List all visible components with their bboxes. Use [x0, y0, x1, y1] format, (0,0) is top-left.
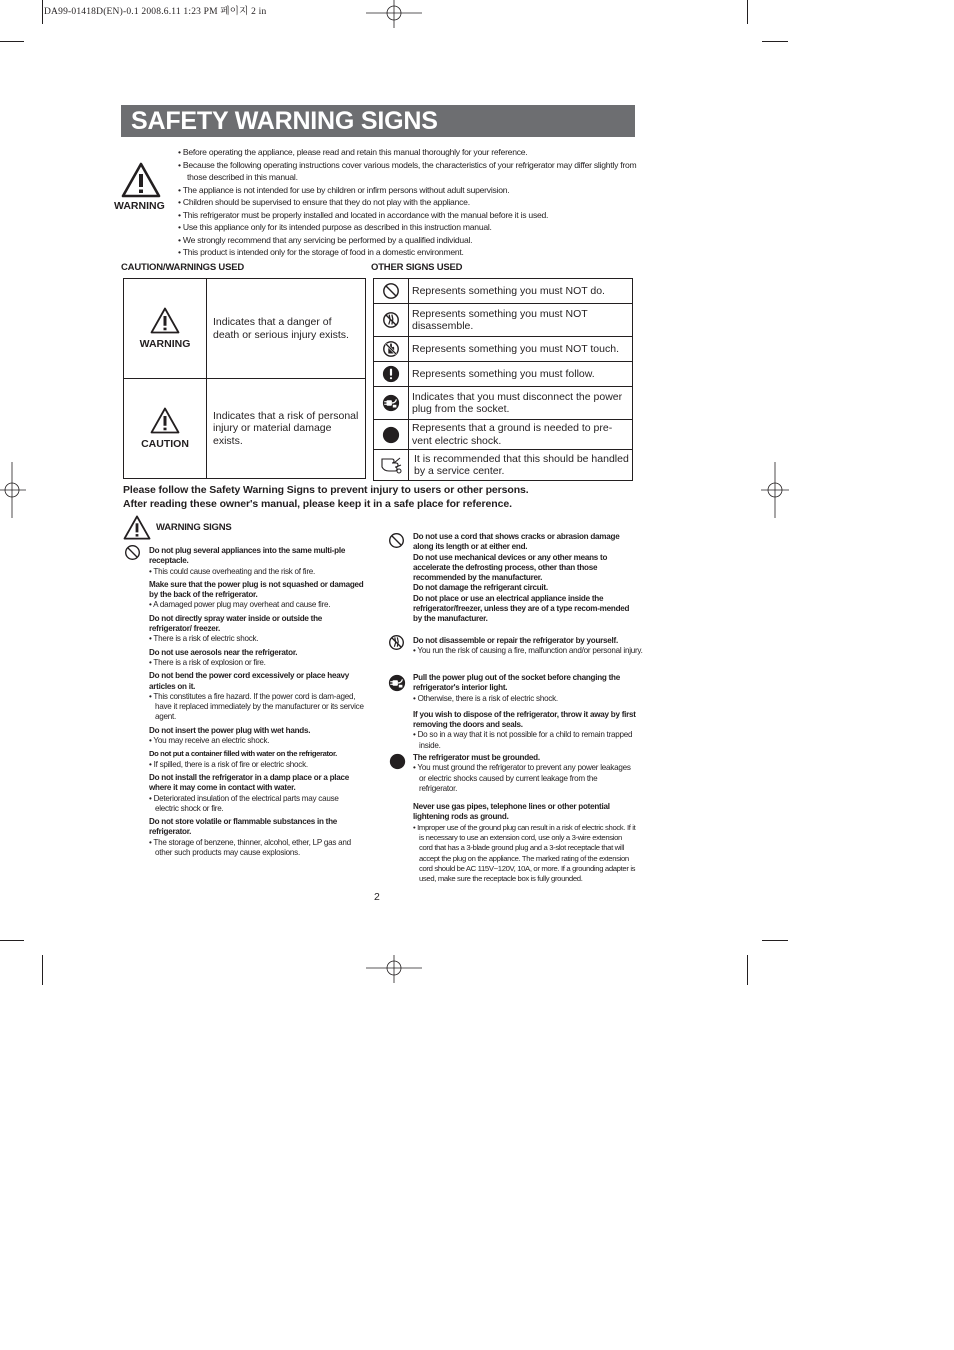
registration-mark-top — [366, 0, 422, 28]
other-signs-table — [373, 278, 633, 481]
table-row — [374, 420, 633, 450]
warning-heading: Do not place or use an electrical appliance inside the refrigerator/freezer, unless they are of a type recom-mended by the manufacturer. — [413, 593, 630, 624]
table-row — [374, 304, 633, 337]
caution-symbol-cell — [124, 379, 207, 479]
prohibited-icon — [388, 532, 405, 549]
registration-mark-right — [761, 462, 789, 518]
warning-heading: Do not damage the refrigerant circuit. — [413, 583, 548, 593]
warning-detail: • There is a risk of explosion or fire. — [149, 657, 266, 667]
intro-warning-label: WARNING — [114, 200, 165, 212]
warning-heading: Do not put a container filled with water on the refrigerator. — [149, 749, 337, 759]
list-item: • We strongly recommend that any servicing be performed by a qualified individual. — [178, 234, 473, 245]
table-row — [374, 337, 633, 362]
warning-detail: • You must ground the refrigerator to prevent any power leakages or electric shocks caused by current leakage from the refrigerator. — [413, 763, 631, 793]
unplug-icon — [387, 674, 407, 692]
warning-detail: • Deteriorated insulation of the electrical parts may cause electric shock or fire. — [149, 793, 339, 813]
table-row — [374, 279, 633, 304]
warning-heading: Do not store volatile or flammable substances in the refrigerator. — [149, 817, 338, 837]
list-item: • This refrigerator must be properly installed and located in accordance with the manual before it is used. — [178, 209, 549, 220]
warning-heading: Do not use a cord that shows cracks or abrasion damage along its length or at either end. — [413, 532, 620, 552]
registration-mark-left — [0, 462, 26, 518]
table-row — [124, 279, 366, 379]
right-warning-column-c — [413, 673, 639, 751]
warning-heading: Do not plug several appliances into the same multi-ple receptacle. — [149, 546, 346, 566]
other-sign-text: Represents something you must NOT disassemble. — [409, 304, 633, 337]
intro-bullet-list — [178, 146, 638, 259]
warning-heading: Make sure that the power plug is not squashed or damaged by the back of the refrigerator. — [149, 579, 364, 600]
other-sign-text: Represents something you must NOT touch. — [409, 337, 633, 362]
warning-detail: • If spilled, there is a risk of fire or electric shock. — [149, 759, 308, 769]
warning-heading: Do not directly spray water inside or outside the refrigerator/ freezer. — [149, 613, 323, 634]
no-touch-icon — [382, 340, 400, 358]
other-sign-text: Represents that a ground is needed to pre-vent electric shock. — [409, 420, 633, 450]
right-warning-column-b — [413, 636, 643, 657]
warning-heading: Do not disassemble or repair the refrigerator by yourself. — [413, 636, 618, 645]
follow-notice — [123, 484, 529, 511]
warning-heading: Pull the power plug out of the socket before changing the refrigerator's interior light. — [413, 673, 620, 693]
warning-detail: • Otherwise, there is a risk of electric shock. — [413, 693, 558, 703]
other-sign-text: Represents something you must follow. — [409, 362, 633, 387]
service-hand-icon — [379, 455, 403, 475]
ground-icon — [382, 426, 400, 444]
print-header: DA99-01418D(EN)-0.1 2008.6.11 1:23 PM 페이지 2 in — [44, 7, 267, 17]
unplug-icon — [381, 394, 401, 412]
list-item: • This product is intended only for the storage of food in a domestic environment. — [178, 247, 464, 257]
warning-heading: Do not use aerosols near the refrigerator. — [149, 647, 298, 657]
no-disassembly-icon — [388, 634, 405, 651]
prohibited-icon — [124, 544, 141, 561]
follow-notice-line: After reading these owner's manual, please keep it in a safe place for reference. — [123, 497, 512, 510]
page-number: 2 — [374, 891, 380, 903]
warning-label: WARNING — [139, 337, 191, 350]
warning-heading: Do not insert the power plug with wet hands. — [149, 725, 311, 735]
warning-heading: Do not install the refrigerator in a damp place or a place where it may come in contact with water. — [149, 772, 350, 793]
right-warning-column-d — [413, 753, 637, 885]
other-sign-text: Represents something you must NOT do. — [409, 279, 633, 304]
warning-signs-heading: WARNING SIGNS — [156, 522, 232, 533]
list-item: • Use this appliance only for its intended purpose as described in this instruction manual. — [178, 222, 492, 232]
registration-mark-bottom — [366, 955, 422, 983]
warning-heading: The refrigerator must be grounded. — [413, 753, 540, 762]
other-sign-text: Indicates that you must disconnect the power plug from the socket. — [409, 387, 633, 420]
list-item: • The appliance is not intended for use by children or infirm persons without adult supervision. — [178, 184, 510, 195]
warning-detail: • Improper use of the ground plug can result in a risk of electric shock. If it is necessary to use an extension cord, use only a 3-wire extension cord that has a 3-blade ground plug and a 3-slot receptacle that will accept the plug on the appliance. The marked rating of the extension cord should be AC 115V~120V, 10A, or more. If a grounding adapter is used, make sure the receptacle box is fully grounded. — [413, 822, 636, 884]
warning-heading: If you wish to dispose of the refrigerator, throw it away by first removing the doors and seals. — [413, 709, 636, 730]
page-title: SAFETY WARNING SIGNS — [131, 107, 438, 135]
warning-detail: • There is a risk of electric shock. — [149, 634, 259, 644]
caution-warnings-heading: CAUTION/WARNINGS USED — [121, 262, 244, 273]
caution-description: Indicates that a risk of personal injury or material damage exists. — [207, 379, 366, 479]
warning-heading: Do not use mechanical devices or any other means to accelerate the defrosting process, other than those recommended by the manufacturer. — [413, 552, 608, 583]
list-item: • Before operating the appliance, please read and retain this manual thoroughly for your reference. — [178, 147, 528, 157]
warning-heading: Do not bend the power cord excessively or place heavy articles on it. — [149, 671, 349, 691]
warning-detail: • You may receive an electric shock. — [149, 736, 270, 746]
title-bar — [121, 105, 635, 137]
caution-label: CAUTION — [141, 437, 189, 450]
caution-warnings-table — [123, 278, 366, 479]
caution-triangle-icon — [150, 407, 180, 434]
warning-detail: • A damaged power plug may overheat and cause fire. — [149, 600, 331, 610]
follow-notice-line: Please follow the Safety Warning Signs to prevent injury to users or other persons. — [123, 484, 529, 496]
warning-triangle-icon — [121, 162, 161, 198]
list-item: • Because the following operating instructions cover various models, the characteristics of your refrigerator may differ slightly from those described in this manual. — [178, 159, 637, 182]
list-item: • Children should be supervised to ensure that they do not play with the appliance. — [178, 197, 470, 207]
warning-description: Indicates that a danger of death or serious injury exists. — [207, 279, 366, 379]
ground-icon — [389, 753, 406, 770]
no-disassembly-icon — [382, 311, 400, 329]
prohibited-icon — [382, 282, 400, 300]
mandatory-exclamation-icon — [382, 365, 400, 383]
other-signs-heading: OTHER SIGNS USED — [371, 262, 463, 273]
warning-detail: • The storage of benzene, thinner, alcohol, ether, LP gas and other such products may cause explosions. — [149, 837, 351, 858]
table-row — [374, 387, 633, 420]
warning-triangle-icon — [123, 515, 151, 540]
table-row — [124, 379, 366, 479]
warning-heading: Never use gas pipes, telephone lines or other potential lightening rods as ground. — [413, 802, 610, 822]
table-row — [374, 450, 633, 481]
warning-symbol-cell — [124, 279, 207, 379]
warning-detail: • This could cause overheating and the risk of fire. — [149, 566, 316, 576]
table-row — [374, 362, 633, 387]
right-warning-column-a — [413, 532, 639, 625]
warning-detail: • You run the risk of causing a fire, malfunction and/or personal injury. — [413, 646, 643, 656]
warning-detail: • This constitutes a fire hazard. If the power cord is dam-aged, have it replaced immediately by the manufacturer or its service agent. — [149, 691, 364, 722]
left-warning-column — [149, 546, 364, 858]
warning-triangle-icon — [150, 307, 180, 334]
warning-detail: • Do so in a way that it is not possible for a child to remain trapped inside. — [413, 730, 633, 750]
other-sign-text: It is recommended that this should be handled by a service center. — [409, 450, 633, 481]
